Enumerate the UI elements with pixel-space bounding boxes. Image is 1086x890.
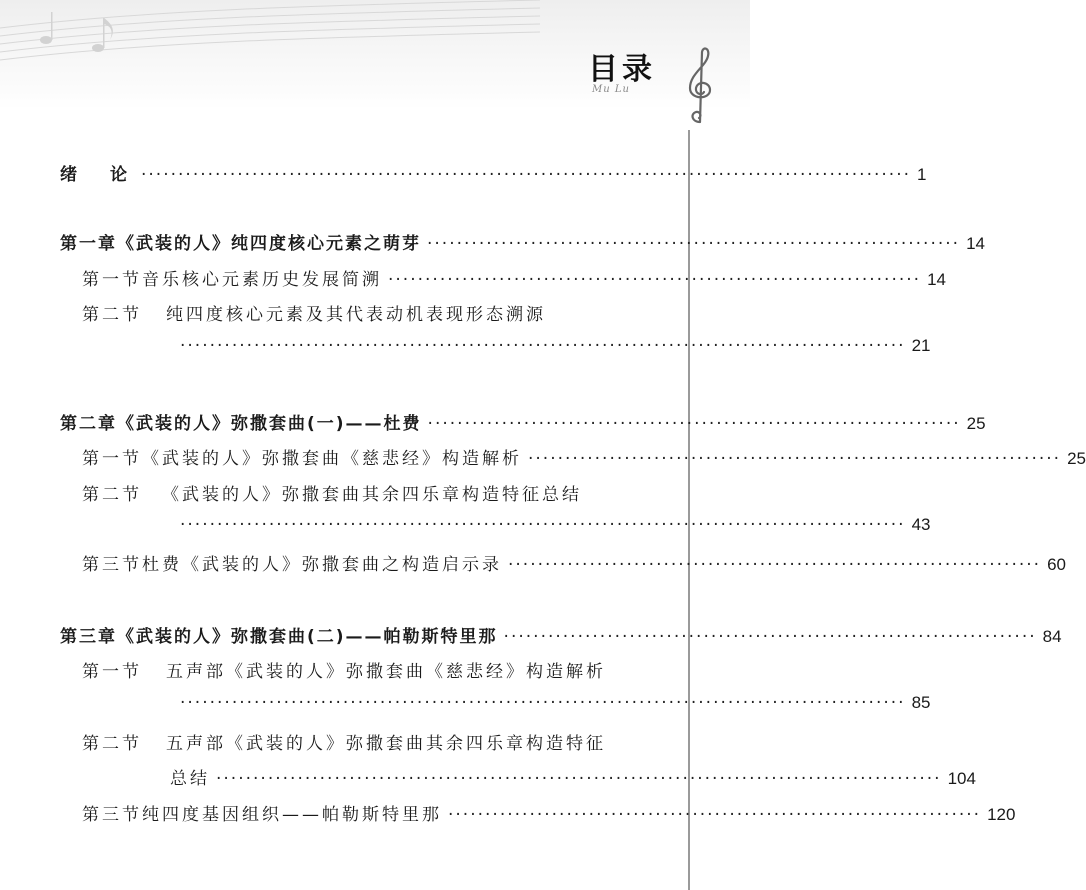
toc-entry-label: 第三节 [82,805,142,825]
toc-entry-label: 第一节 [82,449,142,469]
toc-entry-section-3-3[interactable] [82,800,1016,826]
toc-entry-label: 绪 论 [60,165,135,185]
toc-entry-title: 五声部《武装的人》弥撒套曲其余四乐章构造特征 [166,734,606,754]
page-title: 目录 [588,52,656,87]
toc-entry-section-3-2-continued[interactable] [170,764,976,790]
toc-entry-page: 21 [911,336,931,355]
toc-entry-label: 第一节 [82,662,142,682]
toc-entry-section-2-2-page[interactable] [180,515,931,541]
toc-entry-page: 25 [966,414,986,433]
toc-entry-title: 《武装的人》纯四度核心元素之萌芽 [117,234,421,254]
leader-dots: ········································································ [388,270,922,290]
toc-entry-page: 14 [927,270,946,289]
toc-entry-page: 85 [911,693,931,712]
toc-entry-page: 104 [947,769,976,788]
leader-dots: ········································································ [427,414,961,434]
leader-dots: ········································································································ [141,165,911,185]
toc-entry-page: 14 [966,234,985,253]
toc-entry-label: 第三节 [82,555,142,575]
toc-entry-page: 60 [1047,555,1066,574]
toc-entry-chapter-3[interactable] [60,622,1062,648]
toc-entry-title: 《武装的人》弥撒套曲《慈悲经》构造解析 [142,449,522,469]
treble-clef-icon [684,44,716,128]
toc-entry-section-2-1[interactable] [82,444,1086,470]
toc-entry-label: 第二章 [60,414,117,434]
toc-entry-title: 《武装的人》弥撒套曲(一)——杜费 [117,414,422,434]
toc-entry-section-1-2-page[interactable] [180,336,931,362]
toc-entry-title: 《武装的人》弥撒套曲(二)——帕勒斯特里那 [117,627,498,647]
leader-dots: ········································································ [427,234,961,254]
toc-entry-title: 《武装的人》弥撒套曲其余四乐章构造特征总结 [162,485,582,505]
toc-entry-label: 第一章 [60,234,117,254]
toc-entry-label: 第一节 [82,270,142,290]
toc-entry-section-1-1[interactable] [82,265,946,291]
toc-entry-title-continued: 总结 [170,769,210,789]
leader-dots: ·································································································· [180,693,906,713]
leader-dots: ·································································································· [180,515,906,535]
toc-entry-title: 五声部《武装的人》弥撒套曲《慈悲经》构造解析 [166,662,606,682]
toc-entry-page: 25 [1067,449,1086,468]
page-subtitle: Mu Lu [592,84,630,95]
toc-entry-page: 1 [917,165,927,184]
leader-dots: ·································································································· [216,769,942,789]
leader-dots: ········································································ [528,449,1062,469]
toc-entry-label: 第三章 [60,627,117,647]
toc-entry-title: 杜费《武装的人》弥撒套曲之构造启示录 [142,555,502,575]
toc-entry-section-2-3[interactable] [82,550,1066,576]
toc-entry-label: 第二节 [82,485,142,505]
toc-entry-title: 纯四度基因组织——帕勒斯特里那 [142,805,442,825]
toc-entry-label: 第二节 [82,305,142,325]
toc-entry-section-3-2[interactable] [82,729,660,755]
toc-entry-section-2-2[interactable] [82,480,660,506]
toc-entry-label: 第二节 [82,734,142,754]
leader-dots: ········································································ [503,627,1037,647]
toc-entry-title: 纯四度核心元素及其代表动机表现形态溯源 [166,305,546,325]
toc-entry-section-3-1[interactable] [82,657,660,683]
leader-dots: ········································································ [448,805,982,825]
leader-dots: ·································································································· [180,336,906,356]
toc-entry-page: 84 [1042,627,1062,646]
leader-dots: ········································································ [508,555,1042,575]
toc-entry-section-1-2[interactable] [82,300,660,326]
music-staff-decoration [0,0,560,110]
toc-entry-page: 43 [911,515,931,534]
toc-entry-chapter-2[interactable] [60,409,986,435]
toc-entry-intro[interactable] [60,160,927,186]
toc-entry-section-3-1-page[interactable] [180,693,931,719]
toc-entry-chapter-1[interactable] [60,229,985,255]
toc-entry-title: 音乐核心元素历史发展简溯 [142,270,382,290]
toc-entry-page: 120 [987,805,1016,824]
